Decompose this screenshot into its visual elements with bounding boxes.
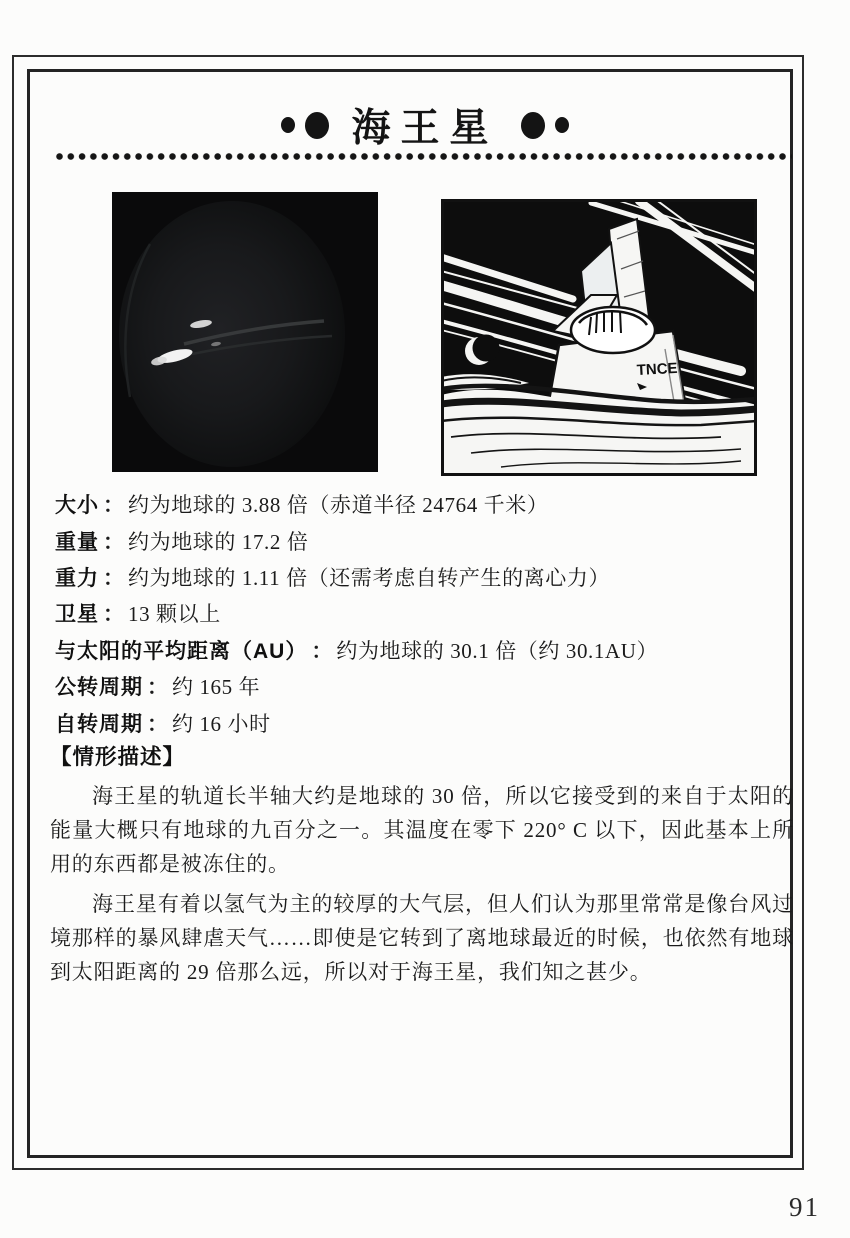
fact-row-satellites <box>55 595 793 631</box>
fact-value: 约 16 小时 <box>172 711 271 736</box>
fact-row-rotation-period <box>55 704 793 740</box>
page-title-text: 海王星 <box>351 107 499 150</box>
fact-colon: ： <box>311 638 333 663</box>
description-paragraph: 海王星有着以氢气为主的较厚的大气层，但人们认为那里常常是像台风过境那样的暴风肆虐天气……即使是它转到了离地球最近的时候，也依然有地球到太阳距离的 29 倍那么远，所以对于海王星，我们知之甚少。 <box>50 892 794 984</box>
title-dot-icon <box>305 112 329 139</box>
fact-value: 约为地球的 1.11 倍（还需考虑自转产生的离心力） <box>128 565 611 590</box>
fact-colon: ： <box>103 529 124 554</box>
fact-value: 约为地球的 3.88 倍（赤道半径 24764 千米） <box>128 493 549 518</box>
fact-row-size <box>55 486 793 522</box>
title-dot-icon <box>521 112 545 139</box>
description-section <box>50 740 794 995</box>
neptune-photo-image <box>112 192 378 472</box>
description-paragraph: 海王星的轨道长半轴大约是地球的 30 倍，所以它接受到的来自于太阳的能量大概只有地球的九百分之一。其温度在零下 220° C 以下，因此基本上所用的东西都是被冻住的。 <box>50 784 794 876</box>
fact-row-mass <box>55 522 793 558</box>
neptune-photo <box>112 192 378 472</box>
fact-value: 13 颗以上 <box>128 602 221 627</box>
page-title <box>0 98 850 152</box>
fact-value: 约为地球的 17.2 倍 <box>128 529 309 554</box>
comic-panel-image <box>441 199 757 476</box>
fact-label: 卫星 <box>55 603 99 627</box>
fact-row-distance <box>55 632 793 668</box>
spacecraft-label: TNCE <box>636 359 678 379</box>
title-dot-icon <box>281 117 295 133</box>
fact-colon: ： <box>147 675 168 700</box>
fact-row-orbital-period <box>55 668 793 704</box>
fact-colon: ： <box>103 493 124 518</box>
fact-label: 公转周期 <box>55 676 143 700</box>
fact-value: 约 165 年 <box>172 675 261 700</box>
fact-row-gravity <box>55 559 793 595</box>
comic-panel <box>441 199 757 476</box>
page-number: 91 <box>789 1192 820 1222</box>
fact-colon: ： <box>103 602 124 627</box>
fact-colon: ： <box>103 565 124 590</box>
facts-list <box>55 486 793 741</box>
dotted-divider <box>54 150 792 163</box>
fact-label: 重量 <box>55 530 99 554</box>
section-heading: 【情形描述】 <box>50 745 186 769</box>
title-dot-icon <box>555 117 569 133</box>
fact-label: 自转周期 <box>55 712 143 736</box>
fact-label: 大小 <box>55 494 99 518</box>
fact-label: 与太阳的平均距离（AU） <box>55 639 308 663</box>
fact-colon: ： <box>147 711 168 736</box>
fact-label: 重力 <box>55 566 99 590</box>
fact-value: 约为地球的 30.1 倍（约 30.1AU） <box>336 638 659 663</box>
